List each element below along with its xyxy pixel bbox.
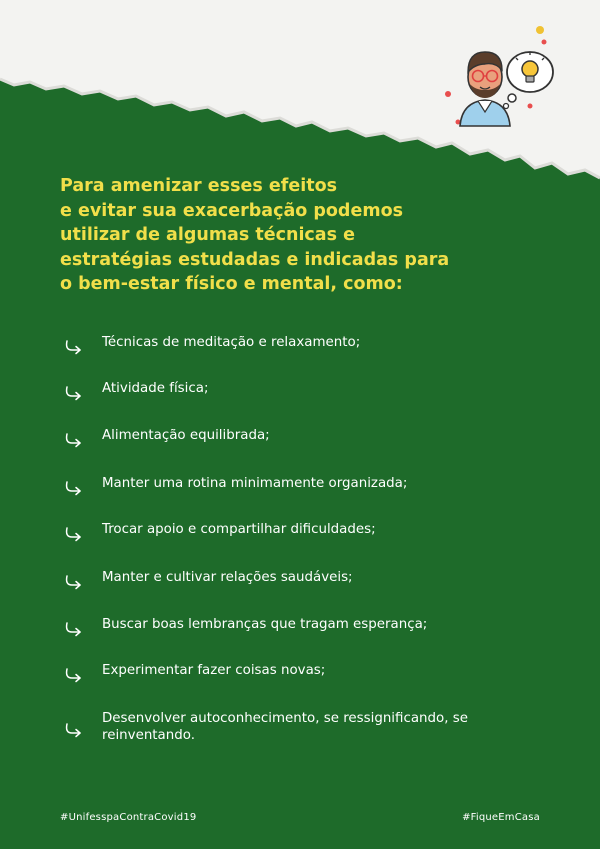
- curved-arrow-icon: [60, 574, 102, 590]
- avatar-illustration: [440, 22, 560, 134]
- list-item-text: Atividade física;: [102, 381, 209, 396]
- list-item: [60, 710, 540, 744]
- list-item: [60, 380, 540, 401]
- list-item-text: Buscar boas lembranças que tragam esperança;: [102, 617, 428, 632]
- list-item: [60, 475, 540, 496]
- headline: [60, 174, 500, 297]
- curved-arrow-icon: [60, 432, 102, 448]
- list-item-text: Técnicas de meditação e relaxamento;: [102, 335, 361, 350]
- hashtag-fique-em-casa: #FiqueEmCasa: [462, 812, 540, 823]
- curved-arrow-icon: [60, 621, 102, 637]
- list-item-text: Manter e cultivar relações saudáveis;: [102, 570, 353, 585]
- list-item-text: Manter uma rotina minimamente organizada;: [102, 476, 408, 491]
- headline-line: Para amenizar esses efeitos: [60, 176, 338, 196]
- list-item: [60, 334, 540, 355]
- list-item-text: Desenvolver autoconhecimento, se ressignificando, se reinventando.: [102, 711, 468, 743]
- list-item-text: Experimentar fazer coisas novas;: [102, 663, 326, 678]
- curved-arrow-icon: [60, 667, 102, 683]
- list-item-text: Trocar apoio e compartilhar dificuldades;: [102, 522, 376, 537]
- curved-arrow-icon: [60, 480, 102, 496]
- list-item: [60, 569, 540, 590]
- headline-line: o bem-estar físico e mental, como:: [60, 274, 403, 294]
- curved-arrow-icon: [60, 385, 102, 401]
- curved-arrow-icon: [60, 526, 102, 542]
- headline-line: estratégias estudadas e indicadas para: [60, 249, 450, 270]
- hashtag-unifesspa: #UnifesspaContraCovid19: [60, 812, 197, 823]
- curved-arrow-icon: [60, 722, 102, 738]
- list-item: [60, 427, 540, 448]
- headline-line: e evitar sua exacerbação podemos: [60, 200, 404, 221]
- curved-arrow-icon: [60, 339, 102, 355]
- avatar-icon: [460, 52, 510, 126]
- list-item: [60, 521, 540, 542]
- list-item: [60, 662, 540, 683]
- headline-line: utilizar de algumas técnicas e: [60, 225, 355, 245]
- list-item: [60, 616, 540, 637]
- list-item-text: Alimentação equilibrada;: [102, 428, 270, 443]
